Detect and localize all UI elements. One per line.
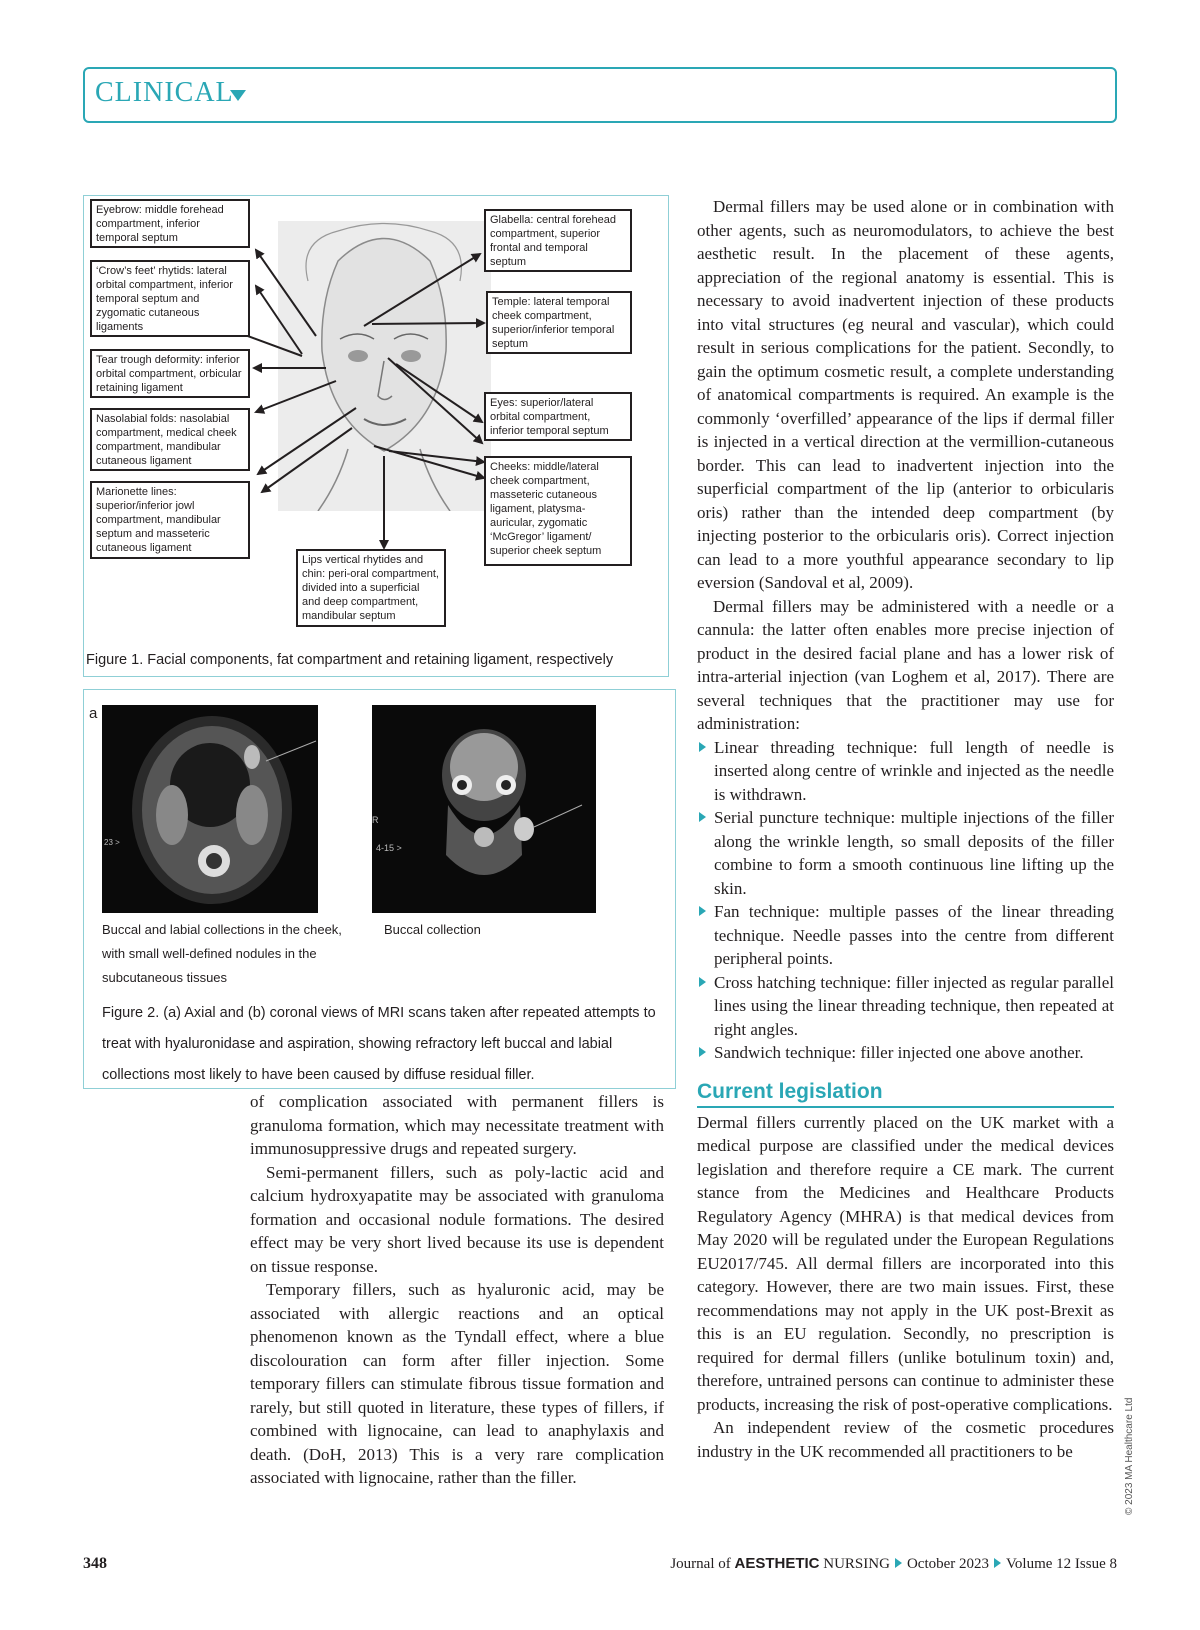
list-item <box>697 1041 1114 1065</box>
figure-2 <box>83 689 676 1089</box>
scan-b-marker-r: R <box>372 815 379 825</box>
list-item <box>697 806 1114 900</box>
list-item <box>697 736 1114 807</box>
issue-date: October 2023 <box>906 1556 990 1572</box>
mri-axial-scan <box>102 705 318 913</box>
list-item-text: Linear threading technique: full length of needle is inserted along centre of wrinkle and injected as the needle is withdrawn. <box>714 737 1114 804</box>
section-heading: Current legislation <box>697 1079 1114 1108</box>
section-label: CLINICAL <box>95 77 234 108</box>
journal-prefix: Journal of <box>670 1556 735 1572</box>
label-nasolabial: Nasolabial folds: nasolabial compartment, medical cheek compartment, mandibular cutaneous ligament <box>90 408 250 471</box>
paragraph: Dermal fillers may be used alone or in combination with other agents, such as neuromodulators, to achieve the best aesthetic result. In the placement of these agents, appreciation of the regional anatomy is essential. This is necessary to avoid inadvertent injection of these products into vital structures (eg neural and vascular), which could result in serious complications for the patient. Secondly, to gain the optimum cosmetic result, a complete understanding of anatomical compartments is required. An example is the commonly ‘overfilled’ appearance of the lips if dermal filler is injected in a vertical direction at the vermillion-cutaneous border. This can lead to inadvertent injection into the superficial compartment of the lip (anterior to orbicularis oris) rather than the intended deep compartment (by injecting posterior to the orbicularis oris). Correct injection can lead to a more youthful appearance secondary to lip eversion (Sandoval et al, 2009). <box>697 197 1114 592</box>
label-crows-feet: ‘Crow’s feet’ rhytids: lateral orbital compartment, inferior temporal septum and zygomatic cutaneous ligaments <box>90 260 250 337</box>
label-eyes: Eyes: superior/lateral orbital compartment, inferior temporal septum <box>484 392 632 441</box>
technique-list <box>697 736 1114 1065</box>
paragraph: Semi-permanent fillers, such as poly-lactic acid and calcium hydroxyapatite may be associated with granuloma formation and occasional nodule formations. The desired effect may be very short lived because its use is dependent on tissue response. <box>250 1162 664 1276</box>
label-lips: Lips vertical rhytides and chin: peri-oral compartment, divided into a superficial and deep compartment, mandibular septum <box>296 549 446 627</box>
list-item <box>697 971 1114 1042</box>
journal-strong: AESTHETIC <box>734 1555 820 1572</box>
list-item-text: Serial puncture technique: multiple injections of the filler along the wrinkle length, so small deposits of the filler combine to form a smooth continuous line lifting up the skin. <box>714 808 1114 898</box>
separator-triangle-icon <box>895 1558 902 1568</box>
list-item-text: Fan technique: multiple passes of the linear threading technique. Needle passes into the centre from different peripheral points. <box>714 902 1114 968</box>
paragraph: of complication associated with permanent fillers is granuloma formation, which may necessitate treatment with immunosuppressive drugs and repeated surgery. <box>250 1092 664 1158</box>
list-item <box>697 900 1114 971</box>
paragraph: Temporary fillers, such as hyaluronic acid, may be associated with allergic reactions and an optical phenomenon known as the Tyndall effect, where a blue discolouration can form after filler injection. Some temporary fillers can stimulate fibrous tissue formation and rarely, but still quoted in literature, these types of fillers, if combined with lignocaine, can lead to anaphylaxis and death. (DoH, 2013) This is a very rare complication associated with lignocaine, rather than the filler. <box>250 1280 664 1487</box>
page-number: 348 <box>83 1555 107 1572</box>
journal-footer <box>670 1555 1117 1573</box>
bullet-triangle-icon <box>699 1047 706 1057</box>
bullet-triangle-icon <box>699 812 706 822</box>
volume-issue: Volume 12 Issue 8 <box>1006 1556 1117 1572</box>
figure-1-caption: Figure 1. Facial components, fat compartment and retaining ligament, respectively <box>86 652 614 668</box>
list-item-text: Sandwich technique: filler injected one above another. <box>714 1043 1084 1062</box>
mri-coronal-scan <box>372 705 596 913</box>
left-column <box>250 1090 664 1490</box>
bullet-triangle-icon <box>699 742 706 752</box>
label-temple: Temple: lateral temporal cheek compartment, superior/inferior temporal septum <box>486 291 632 354</box>
panel-a-letter: a <box>89 705 98 722</box>
mri-coronal-image <box>372 705 596 913</box>
journal-suffix: NURSING <box>819 1556 890 1572</box>
paragraph: Dermal fillers may be administered with a needle or a cannula: the latter often enables more precise injection of product in the desired facial plane and has a lower risk of intra-arterial injection (van Loghem et al, 2017). There are several techniques that the practitioner may use for administration: <box>697 596 1114 733</box>
figure-1 <box>83 195 669 677</box>
label-tear-trough: Tear trough deformity: inferior orbital compartment, orbicular retaining ligament <box>90 349 250 398</box>
label-eyebrow: Eyebrow: middle forehead compartment, inferior temporal septum <box>90 199 250 248</box>
right-column <box>697 195 1114 1463</box>
figure-2-caption: Figure 2. (a) Axial and (b) coronal views of MRI scans taken after repeated attempts to treat with hyaluronidase and aspiration, showing refractory left buccal and labial collections most likely to have been caused by diffuse residual filler. <box>102 1005 656 1083</box>
list-item-text: Cross hatching technique: filler injected as regular parallel lines using the linear threading technique, then repeated at right angles. <box>714 972 1114 1039</box>
panel-a-note: Buccal and labial collections in the cheek, with small well-defined nodules in the subcutaneous tissues <box>102 922 342 985</box>
triangle-down-icon <box>230 90 246 101</box>
section-header <box>83 67 1117 123</box>
paragraph: An independent review of the cosmetic procedures industry in the UK recommended all practitioners to be <box>697 1418 1114 1461</box>
label-glabella: Glabella: central forehead compartment, superior frontal and temporal septum <box>484 209 632 272</box>
mri-axial-image <box>102 705 318 913</box>
scan-a-marker: 23 > <box>104 838 120 847</box>
bullet-triangle-icon <box>699 977 706 987</box>
label-cheeks: Cheeks: middle/lateral cheek compartment, masseteric cutaneous ligament, platysma-auricular, zygomatic ‘McGregor’ ligament/ superior cheek septum <box>484 456 632 566</box>
copyright-notice: © 2023 MA Healthcare Ltd <box>1124 1397 1135 1515</box>
bullet-triangle-icon <box>699 906 706 916</box>
label-marionette: Marionette lines: superior/inferior jowl compartment, mandibular septum and masseteric cutaneous ligament <box>90 481 250 559</box>
panel-b-note: Buccal collection <box>384 922 481 937</box>
separator-triangle-icon <box>994 1558 1001 1568</box>
paragraph: Dermal fillers currently placed on the UK market with a medical purpose are classified under the medical devices legislation and therefore require a CE mark. The current stance from the Medicines and Healthcare Products Regulatory Agency (MHRA) is that medical devices from May 2020 will be regulated under the European Regulations EU2017/745. All dermal fillers are incorporated into this category. However, there are two main issues. First, these recommendations may not apply in the UK post-Brexit as this is an EU regulation. Secondly, no prescription is required for dermal fillers (unlike botulinum toxin) and, therefore, untrained persons can continue to administer these products, increasing the risk of post-operative complications. <box>697 1112 1114 1414</box>
scan-b-marker: 4-15 > <box>376 843 402 853</box>
